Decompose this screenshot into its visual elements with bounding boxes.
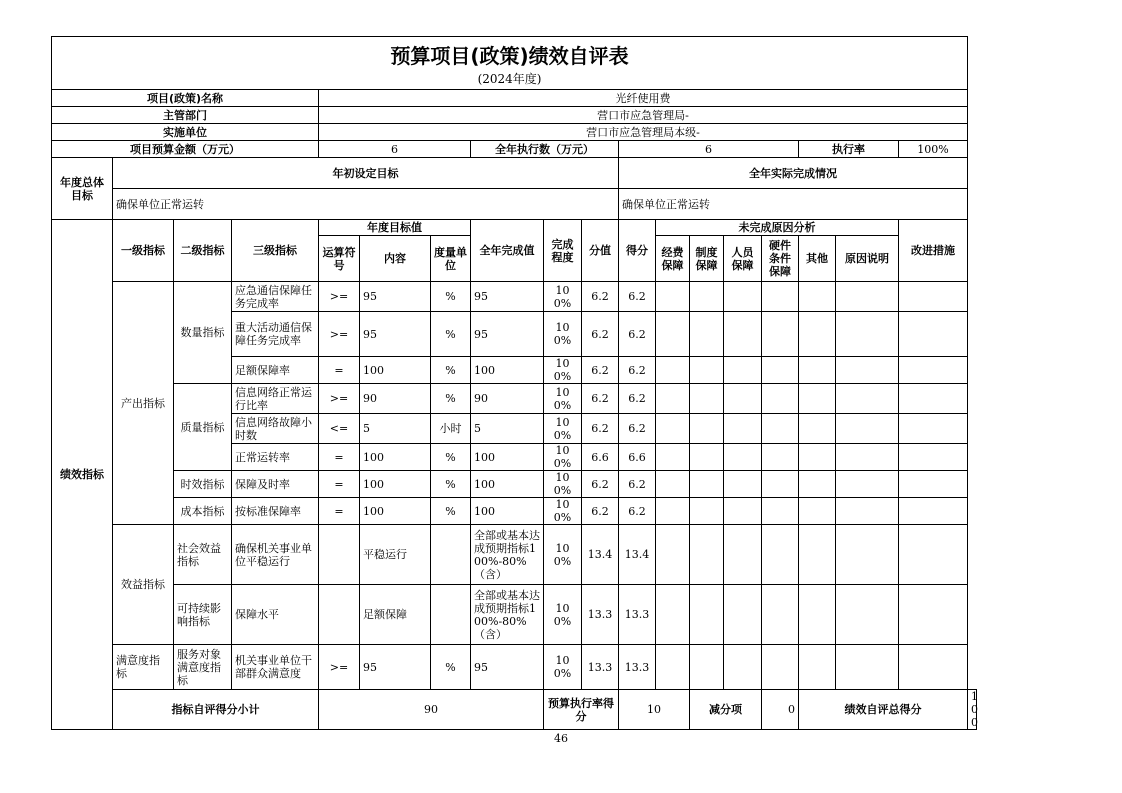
planned-goal-text: 确保单位正常运转 — [113, 189, 619, 220]
score: 6.2 — [619, 357, 656, 384]
other-header: 其他 — [799, 236, 836, 282]
completion-degree: 100% — [544, 282, 582, 312]
empty-cell — [724, 444, 762, 471]
target-content: 100 — [360, 444, 431, 471]
completion-degree: 100% — [544, 384, 582, 414]
table-row — [52, 585, 977, 645]
operator: = — [319, 357, 360, 384]
empty-cell — [690, 357, 724, 384]
execution-rate-value: 100% — [899, 141, 968, 158]
empty-cell — [724, 525, 762, 585]
indicator-name: 正常运转率 — [232, 444, 319, 471]
score-weight: 6.2 — [582, 498, 619, 525]
actual-value: 95 — [471, 282, 544, 312]
empty-cell — [899, 585, 968, 645]
score-weight: 6.2 — [582, 282, 619, 312]
subtotal-label: 指标自评得分小计 — [113, 690, 319, 730]
level2-sustainability: 可持续影响指标 — [174, 585, 232, 645]
execution-score-value: 10 — [619, 690, 690, 730]
empty-cell — [762, 357, 799, 384]
unit: % — [431, 471, 471, 498]
target-content: 足额保障 — [360, 585, 431, 645]
empty-cell — [836, 414, 899, 444]
operator: <= — [319, 414, 360, 444]
deduction-label: 减分项 — [690, 690, 762, 730]
empty-cell — [899, 384, 968, 414]
empty-cell — [724, 645, 762, 690]
indicator-name: 保障及时率 — [232, 471, 319, 498]
unit: % — [431, 357, 471, 384]
table-row — [52, 498, 977, 525]
empty-cell — [762, 585, 799, 645]
empty-cell — [762, 525, 799, 585]
annual-actual-header: 全年完成值 — [471, 220, 544, 282]
unit: % — [431, 645, 471, 690]
report-year: (2024年度) — [52, 71, 968, 90]
page-title: 预算项目(政策)绩效自评表 — [52, 37, 968, 71]
level2-service-satisfaction: 服务对象满意度指标 — [174, 645, 232, 690]
actual-completion-text: 确保单位正常运转 — [619, 189, 968, 220]
level3-header: 三级指标 — [232, 220, 319, 282]
empty-cell — [799, 384, 836, 414]
level1-satisfaction: 满意度指标 — [113, 645, 174, 690]
level1-output: 产出指标 — [113, 282, 174, 525]
empty-cell — [836, 444, 899, 471]
empty-cell — [656, 471, 690, 498]
unit: % — [431, 312, 471, 357]
level1-benefit: 效益指标 — [113, 525, 174, 645]
empty-cell — [899, 498, 968, 525]
empty-cell — [799, 525, 836, 585]
empty-cell — [656, 384, 690, 414]
empty-cell — [690, 282, 724, 312]
subtotal-value: 90 — [319, 690, 544, 730]
empty-cell — [690, 384, 724, 414]
empty-cell — [656, 525, 690, 585]
empty-cell — [724, 384, 762, 414]
completion-degree: 100% — [544, 498, 582, 525]
implementing-unit-value: 营口市应急管理局本级- — [319, 124, 968, 141]
budget-amount-value: 6 — [319, 141, 471, 158]
empty-cell — [899, 357, 968, 384]
score-weight: 13.3 — [582, 585, 619, 645]
project-name-label: 项目(政策)名称 — [52, 90, 319, 107]
execution-rate-label: 执行率 — [799, 141, 899, 158]
score: 6.6 — [619, 444, 656, 471]
empty-cell — [690, 585, 724, 645]
score-weight: 6.2 — [582, 471, 619, 498]
actual-value: 95 — [471, 645, 544, 690]
target-content: 100 — [360, 498, 431, 525]
unit: 小时 — [431, 414, 471, 444]
target-content: 90 — [360, 384, 431, 414]
score: 6.2 — [619, 414, 656, 444]
score-weight: 6.2 — [582, 357, 619, 384]
operator-header: 运算符号 — [319, 236, 360, 282]
empty-cell — [836, 471, 899, 498]
level2-quantity: 数量指标 — [174, 282, 232, 384]
content-header: 内容 — [360, 236, 431, 282]
operator: >= — [319, 312, 360, 357]
operator: = — [319, 444, 360, 471]
empty-cell — [836, 312, 899, 357]
operator — [319, 585, 360, 645]
score: 13.3 — [619, 585, 656, 645]
empty-cell — [724, 312, 762, 357]
empty-cell — [656, 357, 690, 384]
score-weight-header: 分值 — [582, 220, 619, 282]
score-weight: 13.3 — [582, 645, 619, 690]
empty-cell — [656, 282, 690, 312]
indicator-name: 保障水平 — [232, 585, 319, 645]
operator: >= — [319, 282, 360, 312]
funding-guarantee-header: 经费保障 — [656, 236, 690, 282]
actual-value: 全部或基本达成预期指标100%-80%（含） — [471, 585, 544, 645]
empty-cell — [656, 444, 690, 471]
operator: >= — [319, 384, 360, 414]
completion-degree: 100% — [544, 525, 582, 585]
score: 13.3 — [619, 645, 656, 690]
empty-cell — [799, 414, 836, 444]
indicator-name: 重大活动通信保障任务完成率 — [232, 312, 319, 357]
empty-cell — [724, 471, 762, 498]
indicator-name: 按标准保障率 — [232, 498, 319, 525]
empty-cell — [899, 444, 968, 471]
actual-completion-header: 全年实际完成情况 — [619, 158, 968, 189]
empty-cell — [762, 471, 799, 498]
empty-cell — [724, 585, 762, 645]
annual-execution-label: 全年执行数（万元） — [471, 141, 619, 158]
actual-value: 95 — [471, 312, 544, 357]
empty-cell — [656, 312, 690, 357]
system-guarantee-header: 制度保障 — [690, 236, 724, 282]
empty-cell — [762, 498, 799, 525]
unit: % — [431, 384, 471, 414]
indicator-name: 信息网络正常运行比率 — [232, 384, 319, 414]
indicator-name: 足额保障率 — [232, 357, 319, 384]
empty-cell — [899, 312, 968, 357]
completion-degree-header: 完成程度 — [544, 220, 582, 282]
hardware-guarantee-header: 硬件条件保障 — [762, 236, 799, 282]
actual-value: 全部或基本达成预期指标100%-80%（含） — [471, 525, 544, 585]
operator — [319, 525, 360, 585]
indicator-name: 应急通信保障任务完成率 — [232, 282, 319, 312]
level2-quality: 质量指标 — [174, 384, 232, 471]
improvement-header: 改进措施 — [899, 220, 968, 282]
score-weight: 6.6 — [582, 444, 619, 471]
table-row — [52, 384, 977, 414]
empty-cell — [724, 282, 762, 312]
completion-degree: 100% — [544, 414, 582, 444]
unit: % — [431, 498, 471, 525]
empty-cell — [724, 498, 762, 525]
empty-cell — [799, 357, 836, 384]
empty-cell — [690, 414, 724, 444]
empty-cell — [690, 525, 724, 585]
total-score-value: 100 — [968, 690, 977, 730]
empty-cell — [762, 414, 799, 444]
unit: % — [431, 282, 471, 312]
deduction-value: 0 — [762, 690, 799, 730]
empty-cell — [836, 585, 899, 645]
actual-value: 100 — [471, 444, 544, 471]
operator: >= — [319, 645, 360, 690]
empty-cell — [899, 645, 968, 690]
target-content: 100 — [360, 471, 431, 498]
performance-self-evaluation-table — [51, 36, 977, 730]
unit-header: 度量单位 — [431, 236, 471, 282]
score: 6.2 — [619, 282, 656, 312]
score-weight: 6.2 — [582, 414, 619, 444]
empty-cell — [899, 471, 968, 498]
empty-cell — [762, 282, 799, 312]
empty-cell — [690, 312, 724, 357]
score-weight: 13.4 — [582, 525, 619, 585]
empty-cell — [656, 498, 690, 525]
incomplete-reason-header: 未完成原因分析 — [656, 220, 899, 236]
empty-cell — [899, 414, 968, 444]
indicator-name: 确保机关事业单位平稳运行 — [232, 525, 319, 585]
target-content: 5 — [360, 414, 431, 444]
reason-explanation-header: 原因说明 — [836, 236, 899, 282]
empty-cell — [762, 444, 799, 471]
target-content: 95 — [360, 312, 431, 357]
empty-cell — [799, 498, 836, 525]
empty-cell — [836, 525, 899, 585]
project-name-value: 光纤使用费 — [319, 90, 968, 107]
target-content: 95 — [360, 645, 431, 690]
unit — [431, 525, 471, 585]
annual-execution-value: 6 — [619, 141, 799, 158]
level2-cost: 成本指标 — [174, 498, 232, 525]
score: 6.2 — [619, 471, 656, 498]
completion-degree: 100% — [544, 312, 582, 357]
department-label: 主管部门 — [52, 107, 319, 124]
empty-cell — [799, 645, 836, 690]
empty-cell — [799, 471, 836, 498]
empty-cell — [799, 312, 836, 357]
indicator-name: 信息网络故障小时数 — [232, 414, 319, 444]
actual-value: 5 — [471, 414, 544, 444]
target-content: 95 — [360, 282, 431, 312]
empty-cell — [799, 282, 836, 312]
operator: = — [319, 498, 360, 525]
score: 6.2 — [619, 498, 656, 525]
staff-guarantee-header: 人员保障 — [724, 236, 762, 282]
empty-cell — [690, 471, 724, 498]
empty-cell — [836, 498, 899, 525]
completion-degree: 100% — [544, 471, 582, 498]
empty-cell — [799, 444, 836, 471]
level2-timeliness: 时效指标 — [174, 471, 232, 498]
indicator-name: 机关事业单位干部群众满意度 — [232, 645, 319, 690]
performance-indicators-label: 绩效指标 — [52, 220, 113, 730]
score-weight: 6.2 — [582, 312, 619, 357]
completion-degree: 100% — [544, 444, 582, 471]
unit: % — [431, 444, 471, 471]
level2-header: 二级指标 — [174, 220, 232, 282]
annual-goal-label: 年度总体目标 — [52, 158, 113, 220]
empty-cell — [656, 585, 690, 645]
level1-header: 一级指标 — [113, 220, 174, 282]
unit — [431, 585, 471, 645]
annual-target-header: 年度目标值 — [319, 220, 471, 236]
empty-cell — [899, 525, 968, 585]
empty-cell — [799, 585, 836, 645]
empty-cell — [690, 645, 724, 690]
operator: = — [319, 471, 360, 498]
table-row — [52, 282, 977, 312]
planned-goal-header: 年初设定目标 — [113, 158, 619, 189]
empty-cell — [690, 498, 724, 525]
actual-value: 100 — [471, 471, 544, 498]
page-number: 46 — [554, 732, 568, 745]
score-header: 得分 — [619, 220, 656, 282]
actual-value: 100 — [471, 498, 544, 525]
score: 13.4 — [619, 525, 656, 585]
actual-value: 90 — [471, 384, 544, 414]
completion-degree: 100% — [544, 585, 582, 645]
empty-cell — [724, 414, 762, 444]
level2-social: 社会效益指标 — [174, 525, 232, 585]
empty-cell — [836, 645, 899, 690]
empty-cell — [762, 645, 799, 690]
table-row — [52, 471, 977, 498]
table-row — [52, 645, 977, 690]
execution-score-label: 预算执行率得分 — [544, 690, 619, 730]
budget-amount-label: 项目预算金额（万元） — [52, 141, 319, 158]
score-weight: 6.2 — [582, 384, 619, 414]
empty-cell — [656, 645, 690, 690]
empty-cell — [762, 384, 799, 414]
target-content: 平稳运行 — [360, 525, 431, 585]
actual-value: 100 — [471, 357, 544, 384]
completion-degree: 100% — [544, 645, 582, 690]
empty-cell — [836, 357, 899, 384]
score: 6.2 — [619, 384, 656, 414]
empty-cell — [724, 357, 762, 384]
empty-cell — [836, 282, 899, 312]
empty-cell — [690, 444, 724, 471]
target-content: 100 — [360, 357, 431, 384]
implementing-unit-label: 实施单位 — [52, 124, 319, 141]
empty-cell — [899, 282, 968, 312]
department-value: 营口市应急管理局- — [319, 107, 968, 124]
score: 6.2 — [619, 312, 656, 357]
empty-cell — [762, 312, 799, 357]
empty-cell — [836, 384, 899, 414]
table-row — [52, 525, 977, 585]
empty-cell — [656, 414, 690, 444]
total-score-label: 绩效自评总得分 — [799, 690, 968, 730]
completion-degree: 100% — [544, 357, 582, 384]
